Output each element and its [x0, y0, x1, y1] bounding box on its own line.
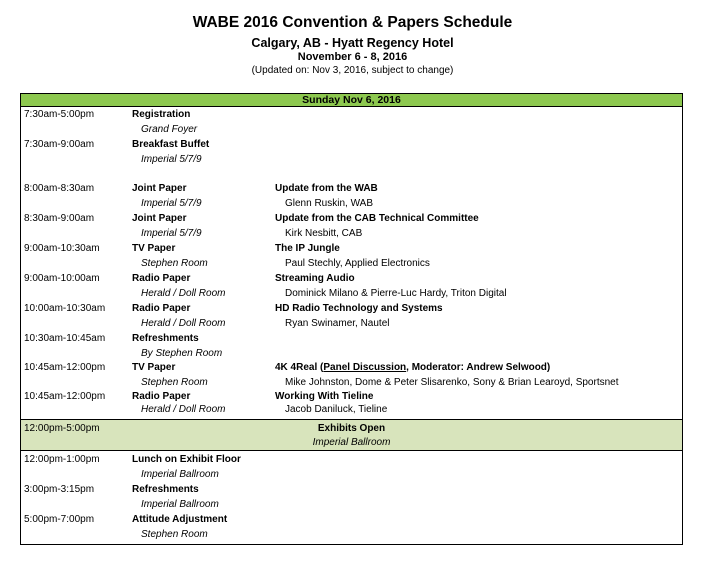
paper-topic: Streaming Audio — [275, 273, 355, 284]
time-slot: 7:30am-9:00am — [24, 139, 95, 150]
event-room: Imperial Ballroom — [141, 469, 219, 480]
event-room: Stephen Room — [141, 377, 208, 388]
event-room: Herald / Doll Room — [141, 318, 226, 329]
event-name: TV Paper — [132, 243, 176, 254]
time-slot: 12:00pm-1:00pm — [24, 454, 100, 465]
exhibits-band — [21, 419, 682, 451]
paper-topic: Working With Tieline — [275, 391, 374, 402]
time-slot: 10:45am-12:00pm — [24, 391, 106, 402]
paper-topic: Update from the WAB — [275, 183, 378, 194]
paper-topic: Update from the CAB Technical Committee — [275, 213, 479, 224]
speaker: Ryan Swinamer, Nautel — [285, 318, 390, 329]
update-note: (Updated on: Nov 3, 2016, subject to change) — [251, 65, 454, 76]
topic-part: , Moderator: Andrew Selwood) — [406, 362, 551, 373]
event-dates: November 6 - 8, 2016 — [297, 51, 408, 63]
event-name: Refreshments — [132, 484, 199, 495]
speaker: Jacob Daniluck, Tieline — [285, 404, 388, 415]
event-name: Lunch on Exhibit Floor — [132, 454, 241, 465]
speaker: Dominick Milano & Pierre-Luc Hardy, Triton Digital — [285, 288, 507, 299]
schedule-table — [20, 93, 683, 545]
time-slot: 3:00pm-3:15pm — [24, 484, 95, 495]
venue-location: Calgary, AB - Hyatt Regency Hotel — [251, 36, 454, 50]
event-name: Radio Paper — [132, 303, 191, 314]
day-header: Sunday Nov 6, 2016 — [21, 94, 682, 107]
event-room: Herald / Doll Room — [141, 404, 226, 415]
event-name: Attitude Adjustment — [132, 514, 228, 525]
panel-discussion-label: Panel Discussion — [323, 362, 407, 373]
event-room: Grand Foyer — [141, 124, 198, 135]
event-room: By Stephen Room — [141, 348, 223, 359]
event-name: Radio Paper — [132, 391, 191, 402]
time-slot: 8:30am-9:00am — [24, 213, 95, 224]
speaker: Mike Johnston, Dome & Peter Slisarenko, Sony & Brian Learoyd, Sportsnet — [285, 377, 619, 388]
event-room: Imperial Ballroom — [141, 499, 219, 510]
time-slot: 7:30am-5:00pm — [24, 109, 95, 120]
time-slot: 5:00pm-7:00pm — [24, 514, 95, 525]
event-room: Imperial 5/7/9 — [141, 228, 202, 239]
time-slot: 9:00am-10:00am — [24, 273, 100, 284]
event-name: Radio Paper — [132, 273, 191, 284]
paper-topic: HD Radio Technology and Systems — [275, 303, 443, 314]
speaker: Glenn Ruskin, WAB — [285, 198, 373, 209]
event-room: Imperial Ballroom — [312, 437, 391, 448]
time-slot: 9:00am-10:30am — [24, 243, 100, 254]
time-slot: 10:00am-10:30am — [24, 303, 106, 314]
event-name: Joint Paper — [132, 183, 187, 194]
paper-topic — [275, 361, 550, 374]
paper-topic: The IP Jungle — [275, 243, 340, 254]
event-name: Exhibits Open — [317, 423, 386, 434]
schedule-title: WABE 2016 Convention & Papers Schedule — [192, 14, 513, 31]
event-name: Breakfast Buffet — [132, 139, 210, 150]
speaker: Kirk Nesbitt, CAB — [285, 228, 363, 239]
event-room: Stephen Room — [141, 258, 208, 269]
event-name: TV Paper — [132, 362, 176, 373]
event-name: Registration — [132, 109, 191, 120]
topic-part: 4K 4Real ( — [275, 362, 324, 373]
event-room: Herald / Doll Room — [141, 288, 226, 299]
event-name: Refreshments — [132, 333, 199, 344]
event-name: Joint Paper — [132, 213, 187, 224]
event-room: Imperial 5/7/9 — [141, 198, 202, 209]
event-room: Stephen Room — [141, 529, 208, 540]
time-slot: 8:00am-8:30am — [24, 183, 95, 194]
time-slot: 10:30am-10:45am — [24, 333, 106, 344]
event-room: Imperial 5/7/9 — [141, 154, 202, 165]
speaker: Paul Stechly, Applied Electronics — [285, 258, 430, 269]
time-slot: 10:45am-12:00pm — [24, 362, 106, 373]
time-slot: 12:00pm-5:00pm — [24, 423, 100, 434]
